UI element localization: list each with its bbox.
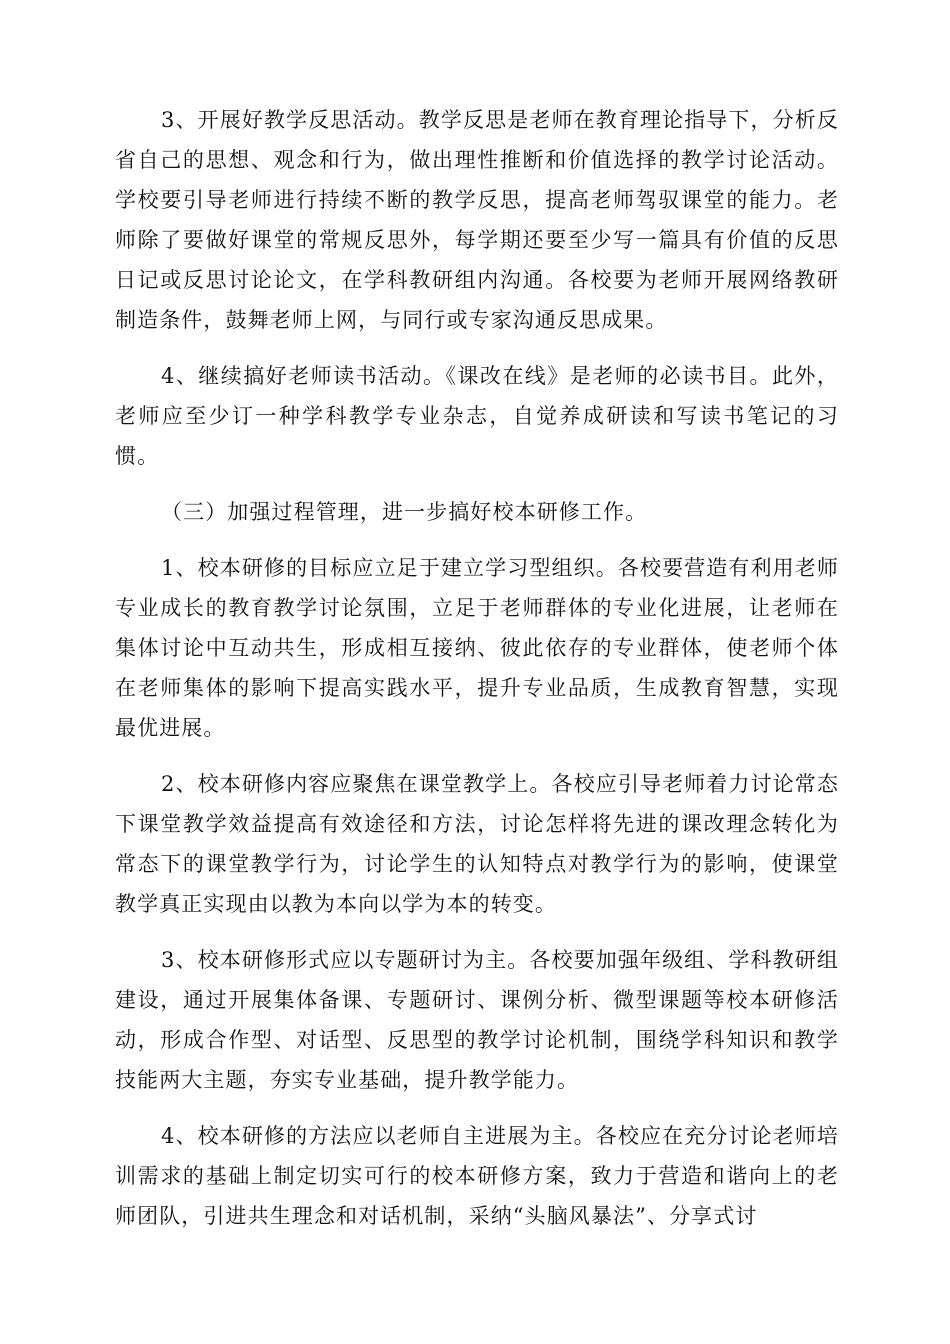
paragraph-reading-activity: 4、继续搞好老师读书活动。《课改在线》是老师的必读书目。此外，老师应至少订一种学科教学专业杂志，自觉养成研读和写读书笔记的习惯。 [115,364,839,468]
document-page [115,100,839,1252]
paragraph-research-method: 4、校本研修的方法应以老师自主进展为主。各校应在充分讨论老师培训需求的基础上制定切实可行的校本研修方案，致力于营造和谐向上的老师团队，引进共生理念和对话机制，采纳“头脑风暴法”、分享式讨 [115,1124,839,1228]
paragraph-research-content: 2、校本研修内容应聚焦在课堂教学上。各校应引导老师着力讨论常态下课堂教学效益提高有效途径和方法，讨论怎样将先进的课改理念转化为常态下的课堂教学行为，讨论学生的认知特点对教学行为的影响，使课堂教学真正实现由以教为本向以学为本的转变。 [115,772,839,916]
section-heading-process-management: （三）加强过程管理，进一步搞好校本研修工作。 [161,500,648,524]
paragraph-teaching-reflection: 3、开展好教学反思活动。教学反思是老师在教育理论指导下，分析反省自己的思想、观念和行为，做出理性推断和价值选择的教学讨论活动。学校要引导老师进行持续不断的教学反思，提高老师驾驭课堂的能力。老师除了要做好课堂的常规反思外，每学期还要至少写一篇具有价值的反思日记或反思讨论论文，在学科教研组内沟通。各校要为老师开展网络教研制造条件，鼓舞老师上网，与同行或专家沟通反思成果。 [115,108,839,332]
paragraph-research-goal: 1、校本研修的目标应立足于建立学习型组织。各校要营造有利用老师专业成长的教育教学讨论氛围，立足于老师群体的专业化进展，让老师在集体讨论中互动共生，形成相互接纳、彼此依存的专业群体，使老师个体在老师集体的影响下提高实践水平，提升专业品质，生成教育智慧，实现最优进展。 [115,556,839,740]
paragraph-research-form: 3、校本研修形式应以专题研讨为主。各校要加强年级组、学科教研组建设，通过开展集体备课、专题研讨、课例分析、微型课题等校本研修活动，形成合作型、对话型、反思型的教学讨论机制，围绕学科知识和教学技能两大主题，夯实专业基础，提升教学能力。 [115,948,839,1092]
